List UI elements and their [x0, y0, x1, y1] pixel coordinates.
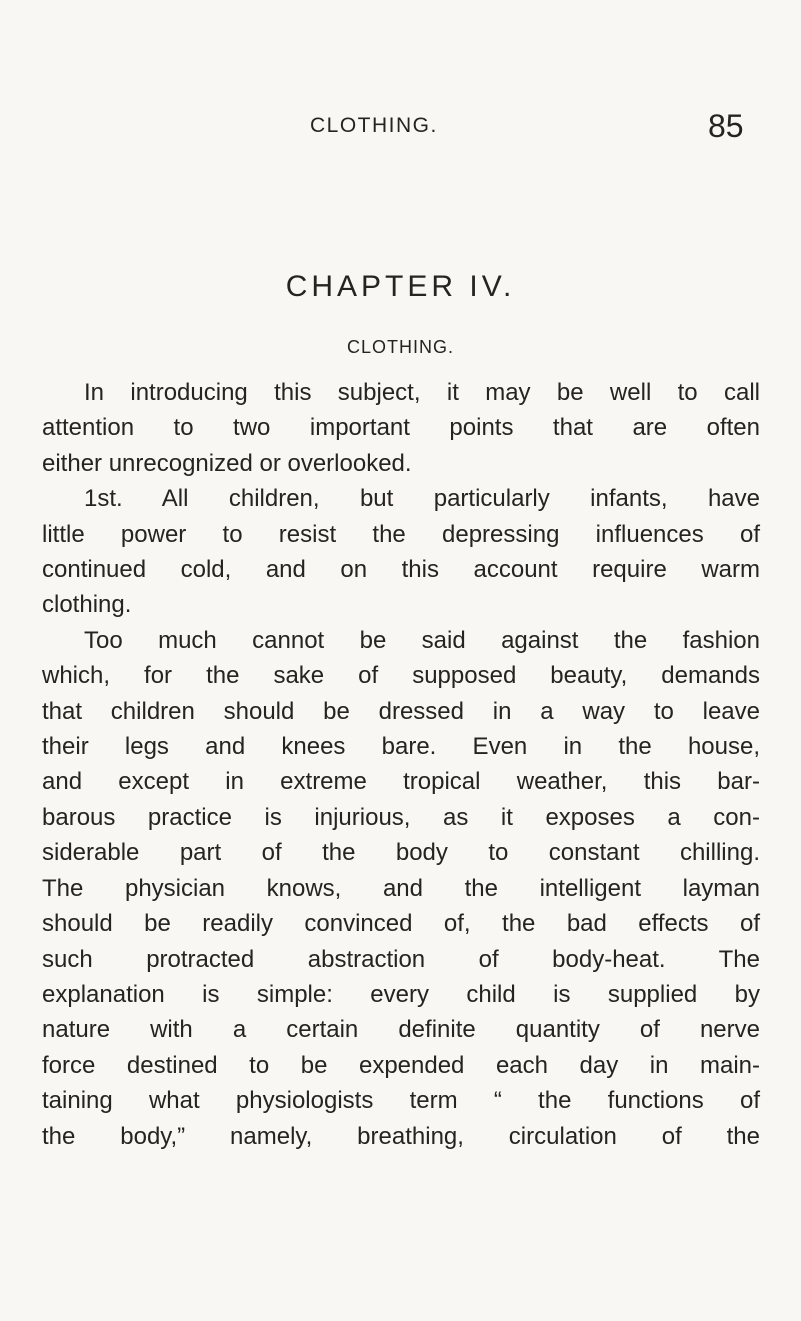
text-line: In introducing this subject, it may be well to call [84, 379, 760, 406]
text-line: the body,” namely, breathing, circulation of the [42, 1122, 760, 1150]
text-line: that children should be dressed in a way to leave [42, 697, 760, 725]
text-line: siderable part of the body to constant chilling. [42, 839, 760, 867]
text-line: The physician knows, and the intelligent layman [42, 874, 760, 902]
text-line: barous practice is injurious, as it exposes a con- [42, 803, 760, 831]
page-number: 85 [708, 108, 744, 144]
text-line: either unrecognized or overlooked. [42, 449, 412, 477]
section-heading: CLOTHING. [346, 337, 454, 357]
text-line: their legs and knees bare. Even in the house, [42, 733, 760, 761]
running-title: CLOTHING. [310, 114, 438, 137]
text-line: attention to two important points that are often [42, 414, 760, 442]
text-line: continued cold, and on this account require warm [42, 556, 760, 584]
text-line: 1st. All children, but particularly infants, have [84, 485, 760, 513]
text-line: explanation is simple: every child is supplied by [42, 980, 760, 1008]
body-text [42, 375, 760, 1154]
running-head [0, 108, 801, 148]
chapter-heading: CHAPTER IV. [285, 270, 516, 303]
text-line: nature with a certain definite quantity of nerve [42, 1016, 760, 1044]
text-line: should be readily convinced of, the bad effects of [42, 910, 760, 938]
text-line: such protracted abstraction of body-heat. The [42, 945, 760, 973]
text-line: little power to resist the depressing influences of [42, 520, 760, 548]
text-line: force destined to be expended each day in main- [42, 1051, 760, 1079]
text-line: and except in extreme tropical weather, this bar- [42, 768, 760, 796]
text-line: taining what physiologists term “ the functions of [42, 1087, 760, 1115]
text-line: Too much cannot be said against the fashion [84, 626, 760, 654]
text-line: which, for the sake of supposed beauty, demands [42, 662, 760, 690]
text-line: clothing. [42, 591, 132, 619]
